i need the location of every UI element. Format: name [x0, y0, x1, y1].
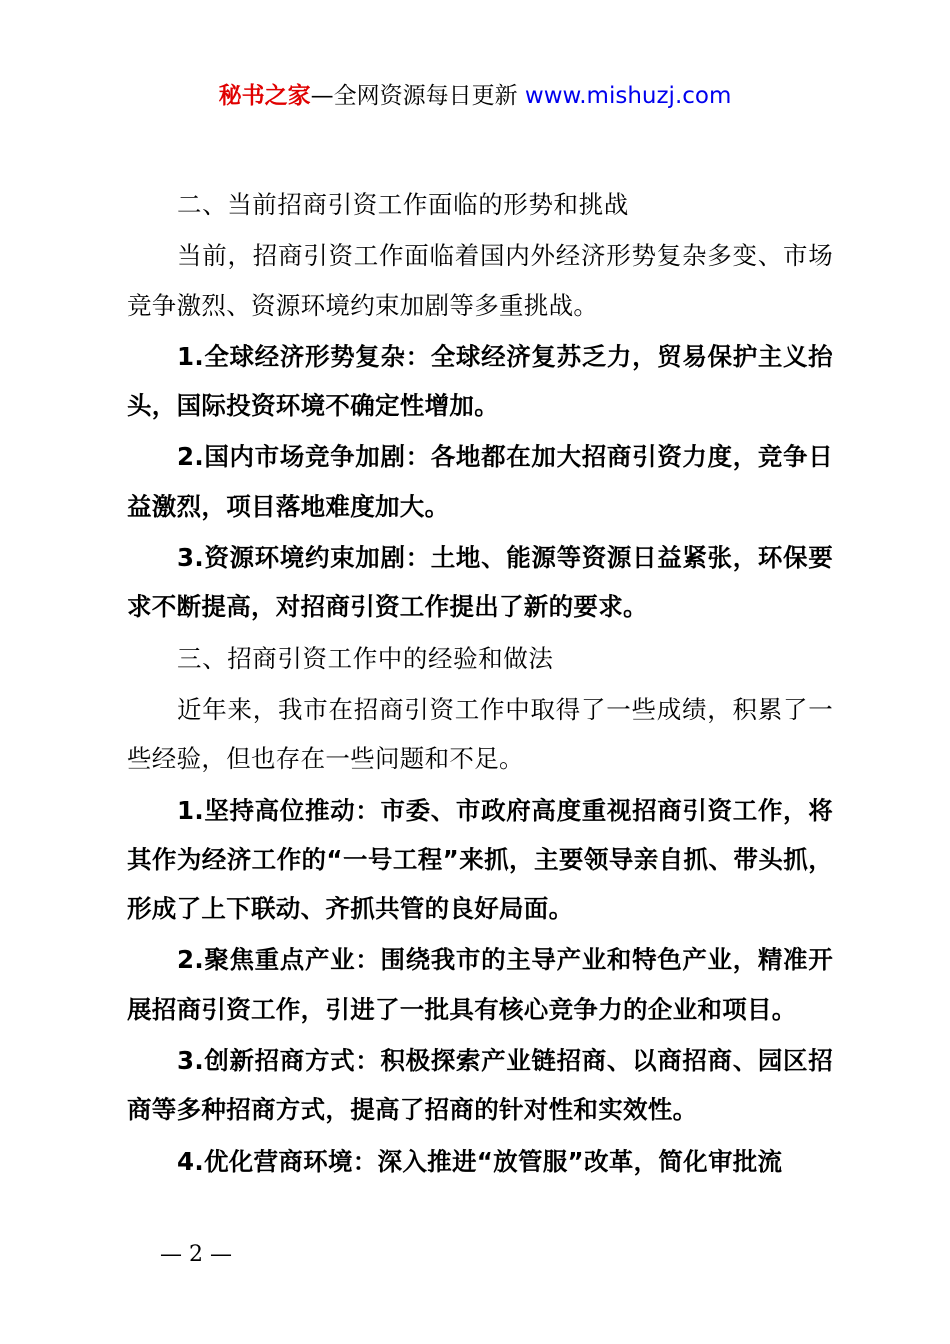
- site-header: [0, 80, 950, 112]
- challenge-item-2: 2.国内市场竞争加剧：各地都在加大招商引资力度，竞争日益激烈，项目落地难度加大。: [127, 442, 833, 521]
- page-number: — 2 —: [160, 1242, 232, 1267]
- challenge-item-3: 3.资源环境约束加剧：土地、能源等资源日益紧张，环保要求不断提高，对招商引资工作提出了新的要求。: [127, 543, 833, 622]
- brand-name: 秘书之家: [218, 83, 311, 109]
- header-tagline: —全网资源每日更新: [310, 83, 518, 109]
- experience-item-3: 3.创新招商方式：积极探索产业链招商、以商招商、园区招商等多种招商方式，提高了招商的针对性和实效性。: [127, 1046, 833, 1125]
- experience-item-2: 2.聚焦重点产业：围绕我市的主导产业和特色产业，精准开展招商引资工作，引进了一批具有核心竞争力的企业和项目。: [127, 945, 833, 1024]
- experience-item-4: 4.优化营商环境：深入推进“放管服”改革，简化审批流: [177, 1146, 783, 1176]
- experience-item-1: 1.坚持高位推动：市委、市政府高度重视招商引资工作，将其作为经济工作的“一号工程”来抓，主要领导亲自抓、带头抓，形成了上下联动、齐抓共管的良好局面。: [127, 795, 833, 924]
- paragraph-intro-challenges: 当前，招商引资工作面临着国内外经济形势复杂多变、市场竞争激烈、资源环境约束加剧等多重挑战。: [127, 241, 833, 320]
- challenge-item-1: 1.全球经济形势复杂：全球经济复苏乏力，贸易保护主义抬头，国际投资环境不确定性增加。: [127, 341, 833, 421]
- section-heading-3: 三、招商引资工作中的经验和做法: [177, 643, 554, 673]
- section-heading-2: 二、当前招商引资工作面临的形势和挑战: [177, 190, 629, 219]
- document-body: [127, 180, 833, 1188]
- site-url-link[interactable]: www.mishuzj.com: [524, 83, 732, 109]
- paragraph-intro-experience: 近年来，我市在招商引资工作中取得了一些成绩，积累了一些经验，但也存在一些问题和不足。: [127, 694, 833, 774]
